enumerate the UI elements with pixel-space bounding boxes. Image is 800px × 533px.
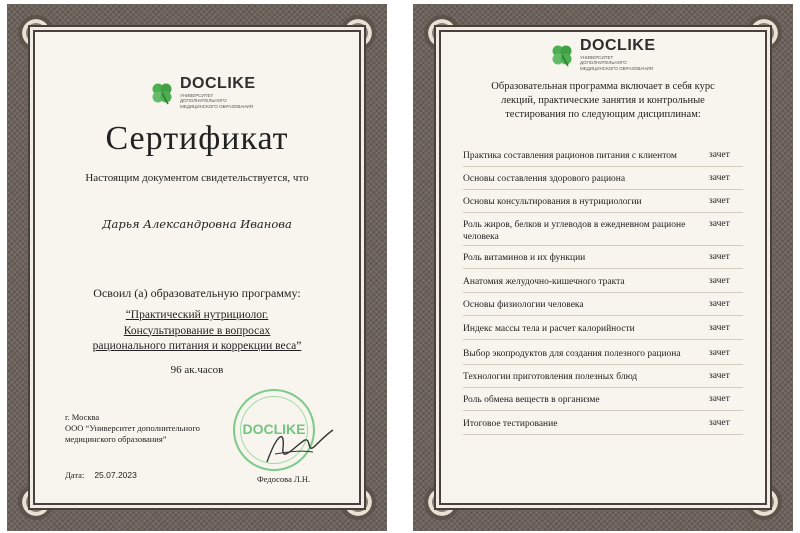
row-divider	[463, 315, 743, 316]
row-divider	[463, 292, 743, 293]
discipline-row	[463, 394, 743, 406]
logo-subtitle: УНИВЕРСИТЕТ ДОПОЛНИТЕЛЬНОГО МЕДИЦИНСКОГО ОБРАЗОВАНИЯ	[580, 55, 653, 71]
issue-date: 25.07.2023	[94, 470, 137, 480]
intro-line: лекций, практические занятия и контрольные	[501, 95, 705, 106]
discipline-name: Технологии приготовления полезных блюд	[463, 372, 638, 382]
row-divider	[463, 410, 743, 411]
row-divider	[463, 268, 743, 269]
org-name-line: медицинского образования”	[65, 434, 167, 444]
doclike-logo	[549, 38, 658, 71]
discipline-row	[463, 252, 743, 264]
certificate-page	[7, 4, 387, 531]
certificate-title: Сертификат	[105, 120, 289, 157]
signature	[257, 424, 337, 469]
clover-icon	[149, 80, 175, 106]
disciplines-page	[413, 4, 793, 531]
discipline-row	[463, 219, 743, 244]
discipline-row	[463, 418, 743, 430]
program-title	[35, 308, 359, 355]
certificate-body	[33, 30, 361, 505]
row-divider	[463, 387, 743, 388]
signer-name: Федосова Л.Н.	[257, 474, 311, 484]
intro-line: Образовательная программа включает в себя курс	[491, 81, 715, 92]
discipline-grade: зачет	[709, 173, 730, 183]
discipline-grade: зачет	[709, 219, 730, 229]
org-name-line: ООО “Университет дополнительного	[65, 423, 200, 433]
date-block	[65, 470, 137, 480]
discipline-row	[463, 196, 743, 208]
program-title-line: Консультирование в вопросах	[123, 324, 271, 337]
discipline-grade: зачет	[709, 394, 730, 404]
discipline-name: Практика составления рационов питания с клиентом	[463, 151, 677, 161]
discipline-name: Роль витаминов и их функции	[463, 253, 586, 263]
disciplines-body	[439, 30, 767, 505]
hours: 96 ак.часов	[170, 364, 224, 376]
discipline-name: Основы консультирования в нутрициологии	[463, 197, 642, 207]
discipline-name: Основы физиологии человека	[463, 300, 584, 310]
discipline-grade: зачет	[709, 348, 730, 358]
row-divider	[463, 189, 743, 190]
discipline-name: Итоговое тестирование	[463, 419, 558, 429]
discipline-name: Роль обмена веществ в организме	[463, 395, 600, 405]
recipient-name: Дарья Александровна Иванова	[102, 217, 292, 231]
program-title-line: “Практический нутрициолог.	[125, 309, 269, 321]
discipline-row	[463, 323, 743, 335]
row-divider	[463, 364, 743, 365]
discipline-grade: зачет	[709, 252, 730, 262]
discipline-grade: зачет	[709, 196, 730, 206]
discipline-name: Выбор экопродуктов для создания полезного рациона	[463, 349, 681, 359]
organization-block	[65, 412, 200, 445]
discipline-grade: зачет	[709, 276, 730, 286]
logo-subtitle: УНИВЕРСИТЕТ ДОПОЛНИТЕЛЬНОГО МЕДИЦИНСКОГО ОБРАЗОВАНИЯ	[180, 93, 253, 109]
discipline-row	[463, 276, 743, 288]
discipline-grade: зачет	[709, 150, 730, 160]
row-divider	[463, 245, 743, 246]
intro-line: тестирования по следующим дисциплинам:	[505, 109, 701, 120]
discipline-name: Индекс массы тела и расчет калорийности	[463, 324, 635, 334]
discipline-row	[463, 348, 743, 360]
discipline-grade: зачет	[709, 323, 730, 333]
doclike-logo	[149, 76, 258, 109]
logo-name: DOCLIKE	[580, 37, 656, 54]
discipline-name: Анатомия желудочно-кишечного тракта	[463, 277, 625, 287]
clover-icon	[549, 42, 575, 68]
discipline-row	[463, 371, 743, 383]
row-divider	[463, 339, 743, 340]
discipline-name: Роль жиров, белков и углеводов в ежедневном рационе человека	[463, 220, 686, 243]
row-divider	[463, 166, 743, 167]
row-divider	[463, 212, 743, 213]
discipline-name: Основы составления здорового рациона	[463, 174, 626, 184]
completed-label: Освоил (а) образовательную программу:	[93, 286, 301, 300]
city: г. Москва	[65, 412, 100, 422]
certificate-intro: Настоящим документом свидетельствуется, что	[85, 172, 309, 184]
disciplines-intro	[441, 80, 765, 122]
discipline-grade: зачет	[709, 371, 730, 381]
stamp-text: DOCLIKE	[242, 421, 306, 437]
logo-name: DOCLIKE	[180, 75, 256, 92]
row-divider	[463, 434, 743, 435]
discipline-row	[463, 299, 743, 311]
date-label: Дата:	[65, 470, 85, 480]
discipline-row	[463, 173, 743, 185]
discipline-grade: зачет	[709, 299, 730, 309]
program-title-line: рационального питания и коррекции веса”	[92, 340, 302, 352]
discipline-grade: зачет	[709, 418, 730, 428]
discipline-row	[463, 150, 743, 162]
